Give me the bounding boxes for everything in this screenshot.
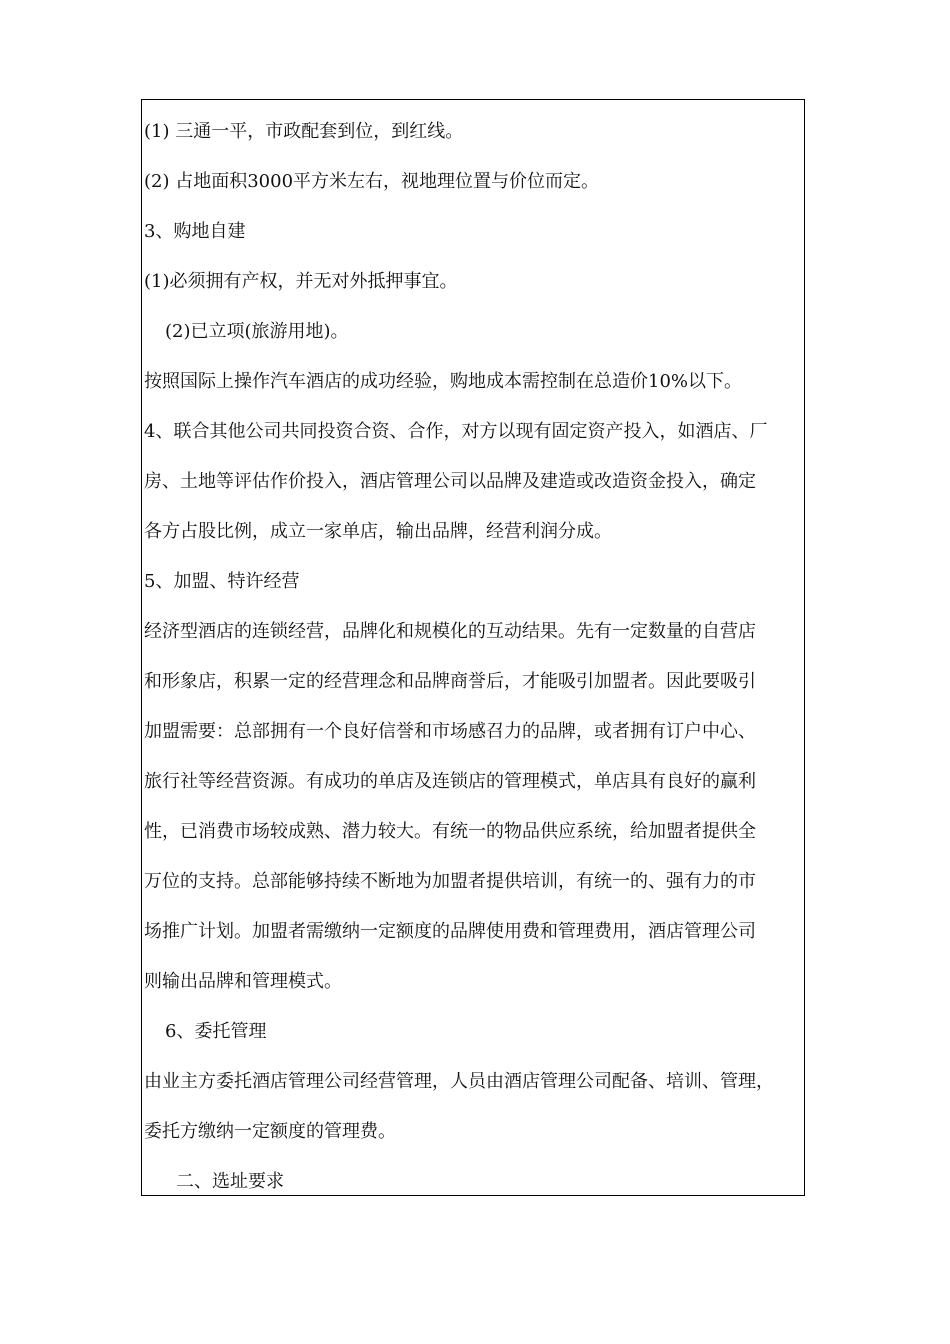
- text-line-10: 5、加盟、特许经营: [144, 571, 300, 592]
- text-line-5: (2)已立项(旅游用地)。: [165, 321, 349, 342]
- text-line-16: 万位的支持。总部能够持续不断地为加盟者提供培训，有统一的、强有力的市: [144, 871, 756, 892]
- text-line-22: 二、选址要求: [176, 1171, 284, 1192]
- text-line-15: 性，已消费市场较成熟、潜力较大。有统一的物品供应系统，给加盟者提供全: [144, 821, 756, 842]
- text-line-14: 旅行社等经营资源。有成功的单店及连锁店的管理模式，单店具有良好的赢利: [144, 771, 756, 792]
- text-line-4: (1)必须拥有产权，并无对外抵押事宜。: [144, 271, 458, 292]
- text-line-17: 场推广计划。加盟者需缴纳一定额度的品牌使用费和管理费用，酒店管理公司: [144, 921, 756, 942]
- text-line-2: (2) 占地面积3000平方米左右，视地理位置与价位而定。: [144, 171, 600, 192]
- text-line-11: 经济型酒店的连锁经营，品牌化和规模化的互动结果。先有一定数量的自营店: [144, 621, 756, 642]
- text-line-7: 4、联合其他公司共同投资合资、合作，对方以现有固定资产投入，如酒店、厂: [144, 421, 768, 442]
- text-line-18: 则输出品牌和管理模式。: [144, 971, 342, 992]
- text-line-9: 各方占股比例，成立一家单店，输出品牌，经营利润分成。: [144, 521, 612, 542]
- text-line-12: 和形象店，积累一定的经营理念和品牌商誉后，才能吸引加盟者。因此要吸引: [144, 671, 756, 692]
- text-line-3: 3、购地自建: [144, 221, 246, 242]
- text-line-1: (1) 三通一平，市政配套到位，到红线。: [144, 121, 464, 142]
- text-line-6: 按照国际上操作汽车酒店的成功经验，购地成本需控制在总造价10%以下。: [144, 371, 743, 392]
- text-line-20: 由业主方委托酒店管理公司经营管理，人员由酒店管理公司配备、培训、管理，: [144, 1071, 774, 1092]
- text-line-8: 房、土地等评估作价投入，酒店管理公司以品牌及建造或改造资金投入，确定: [144, 471, 756, 492]
- text-line-13: 加盟需要：总部拥有一个良好信誉和市场感召力的品牌，或者拥有订户中心、: [144, 721, 756, 742]
- text-line-19: 6、委托管理: [165, 1021, 267, 1042]
- text-line-21: 委托方缴纳一定额度的管理费。: [144, 1121, 396, 1142]
